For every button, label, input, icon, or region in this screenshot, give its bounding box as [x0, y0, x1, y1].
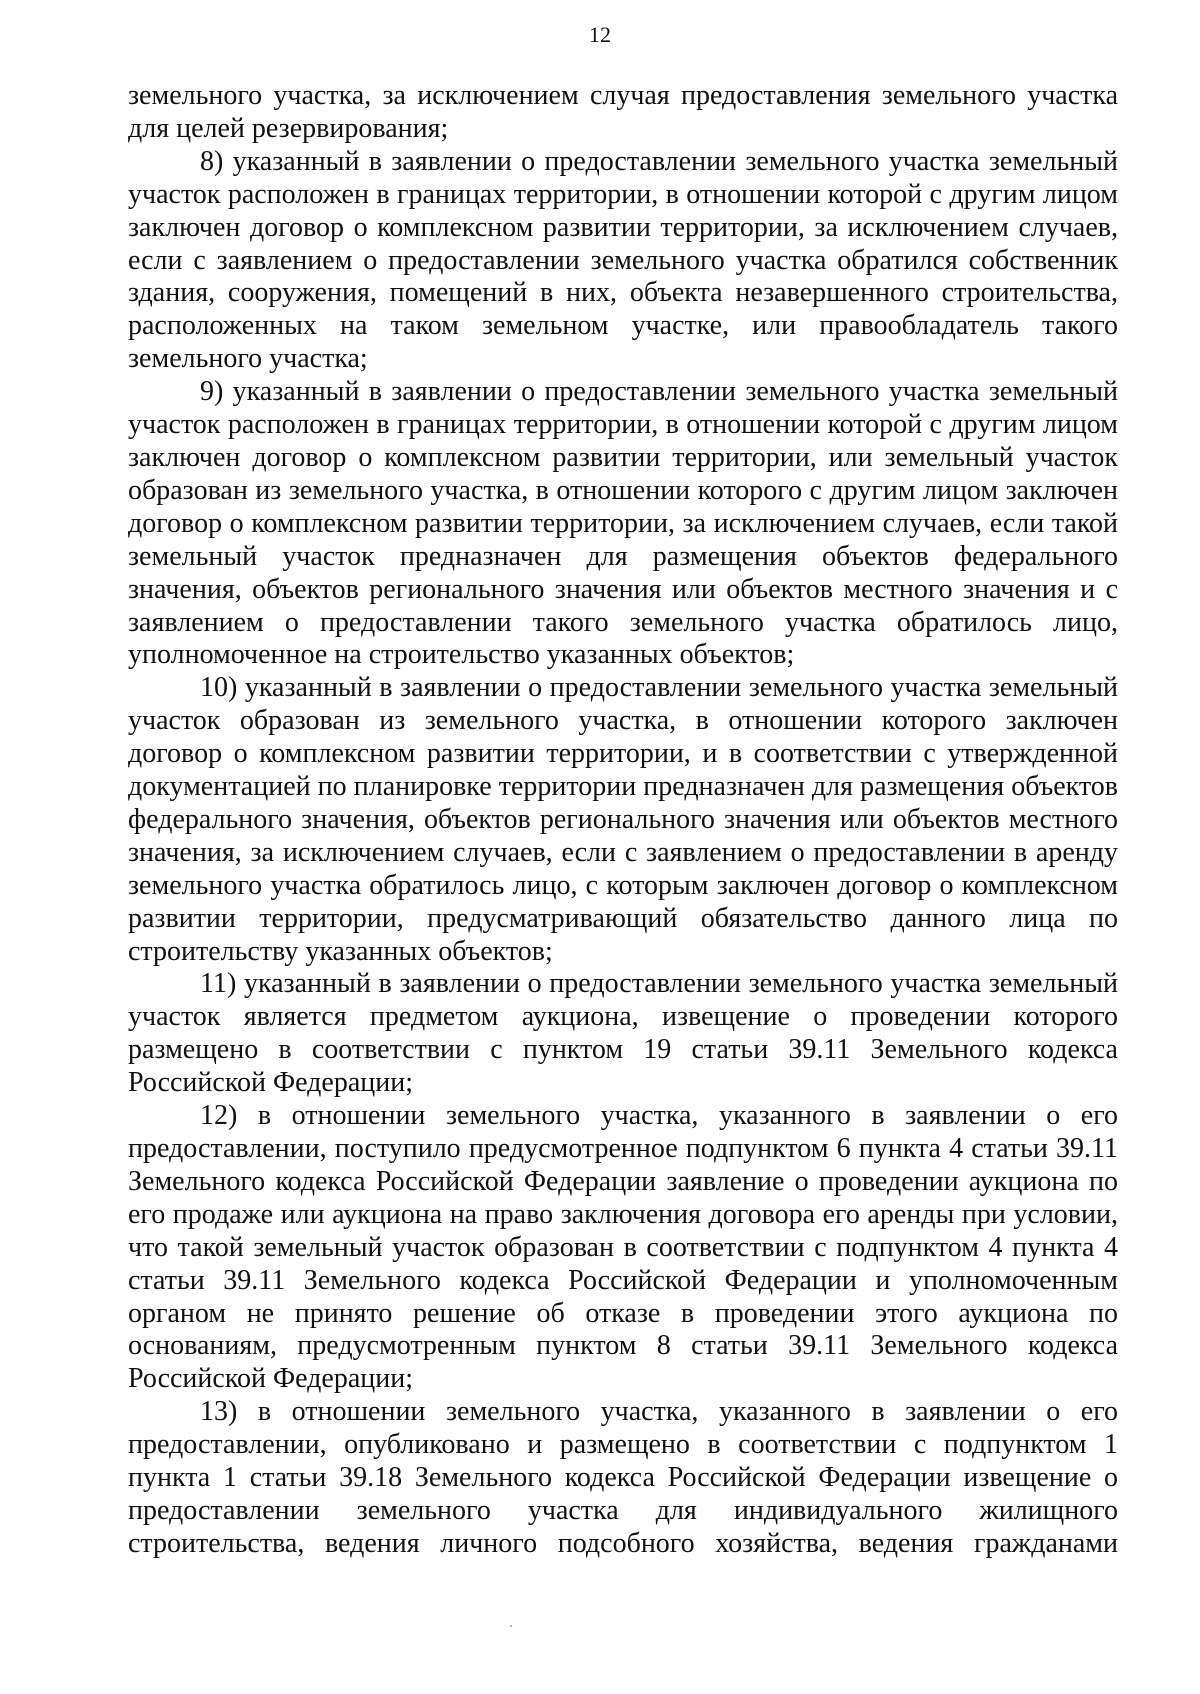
paragraph-item-11: 11) указанный в заявлении о предоставлении земельного участка земельный участок является предметом аукциона, извещение о проведении которого размещено в соответствии с пунктом 19 статьи 39.11 Земельного кодекса Российской Федерации;: [128, 968, 1118, 1099]
document-body: [128, 80, 1118, 1561]
scan-speck: [510, 1625, 512, 1627]
paragraph-item-13: 13) в отношении земельного участка, указанного в заявлении о его предоставлении, опубликовано и размещено в соответствии с подпунктом 1 пункта 1 статьи 39.18 Земельного кодекса Российской Федерации извещение о предоставлении земельного участка для индивидуального жилищного строительства, ведения личного подсобного хозяйства, ведения гражданами: [128, 1396, 1118, 1559]
paragraph-item-12: 12) в отношении земельного участка, указанного в заявлении о его предоставлении, поступило предусмотренное подпунктом 6 пункта 4 статьи 39.11 Земельного кодекса Российской Федерации заявление о проведении аукциона по его продаже или аукциона на право заключения договора его аренды при условии, что такой земельный участок образован в соответствии с подпунктом 4 пункта 4 статьи 39.11 Земельного кодекса Российской Федерации и уполномоченным органом не принято решение об отказе в проведении этого аукциона по основаниям, предусмотренным пунктом 8 статьи 39.11 Земельного кодекса Российской Федерации;: [128, 1100, 1118, 1395]
paragraph-continuation: земельного участка, за исключением случая предоставления земельного участка для целей резервирования;: [128, 80, 1118, 144]
page-number: 12: [589, 22, 611, 47]
paragraph-item-8: 8) указанный в заявлении о предоставлении земельного участка земельный участок расположен в границах территории, в отношении которой с другим лицом заключен договор о комплексном развитии территории, за исключением случаев, если с заявлением о предоставлении земельного участка обратился собственник здания, сооружения, помещений в них, объекта незавершенного строительства, расположенных на таком земельном участке, или правообладатель такого земельного участка;: [128, 145, 1118, 375]
paragraph-item-9: 9) указанный в заявлении о предоставлении земельного участка земельный участок расположен в границах территории, в отношении которой с другим лицом заключен договор о комплексном развитии территории, или земельный участок образован из земельного участка, в отношении которого с другим лицом заключен договор о комплексном развитии территории, за исключением случаев, если такой земельный участок предназначен для размещения объектов федерального значения, объектов регионального значения или объектов местного значения и с заявлением о предоставлении такого земельного участка обратилось лицо, уполномоченное на строительство указанных объектов;: [128, 376, 1118, 671]
paragraph-item-10: 10) указанный в заявлении о предоставлении земельного участка земельный участок образован из земельного участка, в отношении которого заключен договор о комплексном развитии территории, и в соответствии с утвержденной документацией по планировке территории предназначен для размещения объектов федерального значения, объектов регионального значения или объектов местного значения, за исключением случаев, если с заявлением о предоставлении в аренду земельного участка обратилось лицо, с которым заключен договор о комплексном развитии территории, предусматривающий обязательство данного лица по строительству указанных объектов;: [128, 672, 1118, 967]
